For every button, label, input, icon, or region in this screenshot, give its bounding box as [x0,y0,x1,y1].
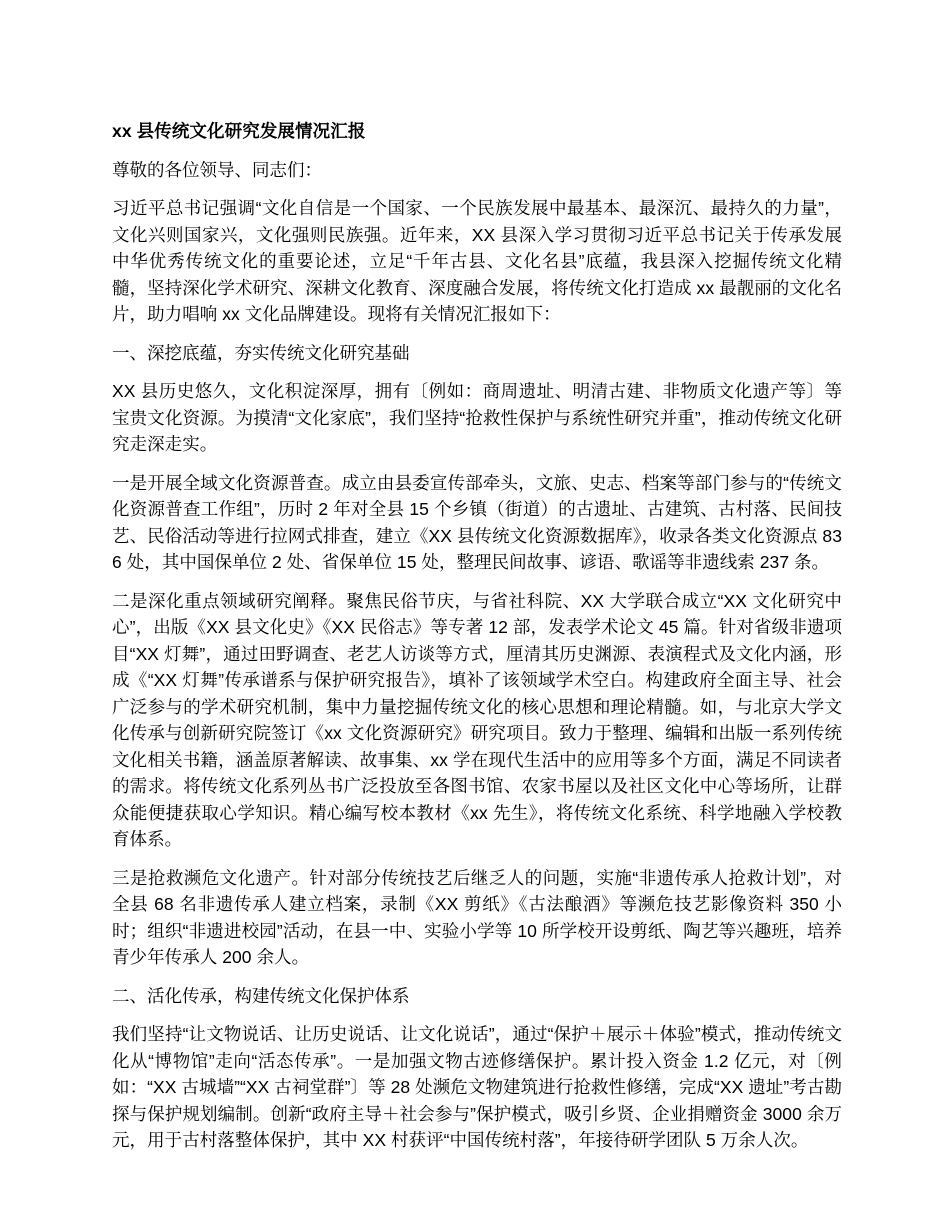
section-one-lead-paragraph: XX 县历史悠久，文化积淀深厚，拥有〔例如：商周遗址、明清古建、非物质文化遗产等〕等宝贵文化资源。为摸清“文化家底”，我们坚持“抢救性保护与系统性研究并重”，推动传统文化研究走深走实。 [112,381,842,454]
section-heading-two: 二、活化传承，构建传统文化保护体系 [112,985,410,1006]
point-one-paragraph: 一是开展全域文化资源普查。成立由县委宣传部牵头，文旅、史志、档案等部门参与的“传统文化资源普查工作组”，历时 2 年对全县 15 个乡镇（街道）的古遗址、古建筑、古村落、民间技艺、民俗活动等进行拉网式排查，建立《XX 县传统文化资源数据库》，收录各类文化资源点 836 处，其中国保单位 2 处、省保单位 15 处，整理民间故事、谚语、歌谣等非遗线索 237 条。 [112,472,842,572]
section-two-lead-paragraph: 我们坚持“让文物说话、让历史说话、让文化说话”，通过“保护＋展示＋体验”模式，推动传统文化从“博物馆”走向“活态传承”。一是加强文物古迹修缮保护。累计投入资金 1.2 亿元，对〔例如：“XX 古城墙”“XX 古祠堂群”〕等 28 处濒危文物建筑进行抢救性修缮，完成“XX 遗址”考古勘探与保护规划编制。创新“政府主导＋社会参与”保护模式，吸引乡贤、企业捐赠资金 3000 余万元，用于古村落整体保护，其中 XX 村获评“中国传统村落”，年接待研学团队 5 万余人次。 [112,1024,842,1150]
salutation-line: 尊敬的各位领导、同志们： [112,159,322,180]
document-body [112,118,842,1154]
point-three-paragraph: 三是抢救濒危文化遗产。针对部分传统技艺后继乏人的问题，实施“非遗传承人抢救计划”，对全县 68 名非遗传承人建立档案，录制《XX 剪纸》《古法酿酒》等濒危技艺影像资料 350 小时；组织“非遗进校园”活动，在县一中、实验小学等 10 所学校开设剪纸、陶艺等兴趣班，培养青少年传承人 200 余人。 [112,867,842,967]
document-blocks [112,195,842,1154]
document-title: xx 县传统文化研究发展情况汇报 [112,121,366,141]
section-heading-one: 一、深挖底蕴，夯实传统文化研究基础 [112,342,410,363]
point-two-paragraph: 二是深化重点领域研究阐释。聚焦民俗节庆，与省社科院、XX 大学联合成立“XX 文化研究中心”，出版《XX 县文化史》《XX 民俗志》等专著 12 部，发表学术论文 45 篇。针对省级非遗项目“XX 灯舞”，通过田野调查、老艺人访谈等方式，厘清其历史渊源、表演程式及文化内涵，形成《“XX 灯舞”传承谱系与保护研究报告》，填补了该领域学术空白。构建政府全面主导、社会广泛参与的学术研究机制，集中力量挖掘传统文化的核心思想和理论精髓。如，与北京大学文化传承与创新研究院签订《xx 文化资源研究》研究项目。致力于整理、编辑和出版一系列传统文化相关书籍，涵盖原著解读、故事集、xx 学在现代生活中的应用等多个方面，满足不同读者的需求。将传统文化系列丛书广泛投放至各图书馆、农家书屋以及社区文化中心等场所，让群众能便捷获取心学知识。精心编写校本教材《xx 先生》，将传统文化系统、科学地融入学校教育体系。 [112,590,842,849]
intro-paragraph: 习近平总书记强调“文化自信是一个国家、一个民族发展中最基本、最深沉、最持久的力量”，文化兴则国家兴，文化强则民族强。近年来，XX 县深入学习贯彻习近平总书记关于传承发展中华优秀传统文化的重要论述，立足“千年古县、文化名县”底蕴，我县深入挖掘传统文化精髓，坚持深化学术研究、深耕文化教育、深度融合发展，将传统文化打造成 xx 最靓丽的文化名片，助力唱响 xx 文化品牌建设。现将有关情况汇报如下： [112,198,842,324]
